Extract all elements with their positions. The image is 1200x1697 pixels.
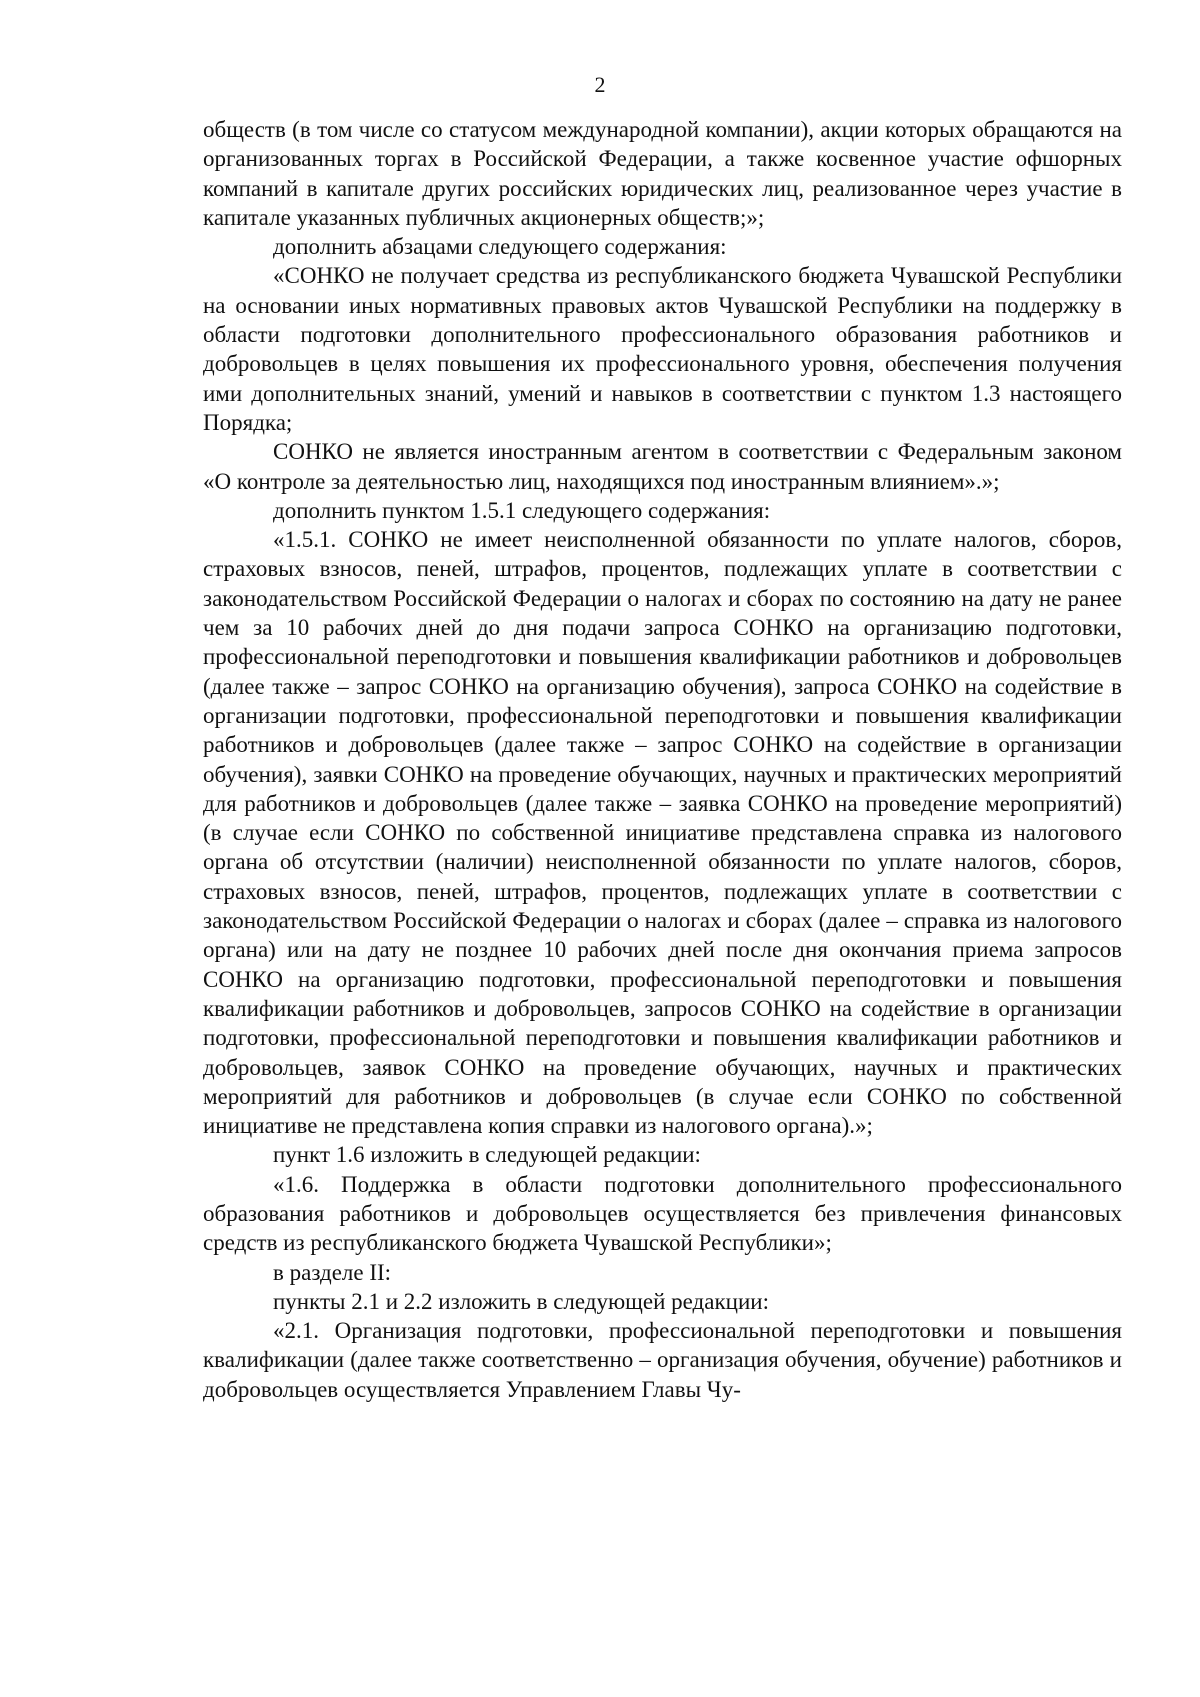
paragraph-8: «1.6. Поддержка в области подготовки дополнительного профессионального образования работников и добровольцев осуществляется без привлечения финансовых средств из республиканского бюджета Чувашской Республики»; [203, 1171, 1122, 1256]
paragraph-7: пункт 1.6 изложить в следующей редакции: [273, 1142, 701, 1168]
paragraph-3: «СОНКО не получает средства из республиканского бюджета Чувашской Республики на основании иных нормативных правовых актов Чувашской Республики на поддержку в области подготовки дополнительного профессионального образования работников и добровольцев в целях повышения их профессионального уровня, обеспечения получения ими дополнительных знаний, умений и навыков в соответствии с пунктом 1.3 настоящего Порядка; [203, 263, 1122, 435]
paragraph-2: дополнить абзацами следующего содержания: [273, 234, 727, 260]
paragraph-1: обществ (в том числе со статусом международной компании), акции которых обращаются на организованных торгах в Российской Федерации, а также косвенное участие офшорных компаний в капитале других российских юридических лиц, реализованное через участие в капитале указанных публичных акционерных обществ;»; [203, 117, 1122, 230]
page-number: 2 [594, 72, 606, 97]
paragraph-6: «1.5.1. СОНКО не имеет неисполненной обязанности по уплате налогов, сборов, страховых взносов, пеней, штрафов, процентов, подлежащих уплате в соответствии с законодательством Российской Федерации о налогах и сборах по состоянию на дату не ранее чем за 10 рабочих дней до дня подачи запроса СОНКО на организацию подготовки, профессиональной переподготовки и повышения квалификации работников и добровольцев (далее также – запрос СОНКО на организацию обучения), запроса СОНКО на содействие в организации подготовки, профессиональной переподготовки и повышения квалификации работников и добровольцев (далее также – запрос СОНКО на содействие в организации обучения), заявки СОНКО на проведение обучающих, научных и практических мероприятий для работников и добровольцев (далее также – заявка СОНКО на проведение мероприятий) (в случае если СОНКО по собственной инициативе представлена справка из налогового органа об отсутствии (наличии) неисполненной обязанности по уплате налогов, сборов, страховых взносов, пеней, штрафов, процентов, подлежащих уплате в соответствии с законодательством Российской Федерации о налогах и сборах (далее – справка из налогового органа) или на дату не позднее 10 рабочих дней после дня окончания приема запросов СОНКО на организацию подготовки, профессиональной переподготовки и повышения квалификации работников и добровольцев, запросов СОНКО на содействие в организации подготовки, профессиональной переподготовки и повышения квалификации работников и добровольцев, заявок СОНКО на проведение обучающих, научных и практических мероприятий для работников и добровольцев (в случае если СОНКО по собственной инициативе не представлена копия справки из налогового органа).»; [203, 527, 1122, 1139]
paragraph-4: СОНКО не является иностранным агентом в соответствии с Федеральным законом «О контроле за деятельностью лиц, находящихся под иностранным влиянием».»; [203, 439, 1122, 494]
document-body [203, 115, 1122, 1404]
paragraph-11: «2.1. Организация подготовки, профессиональной переподготовки и повышения квалификации (далее также соответственно – организация обучения, обучение) работников и добровольцев осуществляется Управлением Главы Чу- [203, 1318, 1122, 1402]
paragraph-9: в разделе II: [273, 1259, 392, 1285]
paragraph-10: пункты 2.1 и 2.2 изложить в следующей редакции: [273, 1288, 769, 1314]
paragraph-5: дополнить пунктом 1.5.1 следующего содержания: [273, 497, 771, 523]
